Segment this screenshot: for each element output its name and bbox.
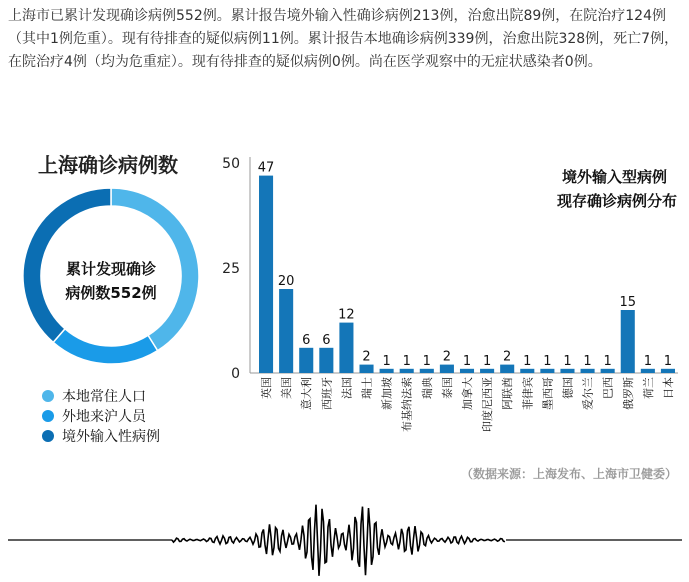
donut-center-label-line2: 病例数552例 (65, 284, 157, 302)
bar-6 (359, 365, 373, 373)
bar-8 (400, 369, 414, 373)
bar-value-label-16: 1 (563, 353, 572, 369)
x-tick-label-5: 法国 (340, 377, 354, 399)
donut-chart (23, 153, 199, 445)
bar-value-label-1: 47 (257, 160, 275, 176)
donut-slice-2 (53, 329, 157, 364)
x-tick-label-9: 瑞典 (420, 377, 434, 399)
x-tick-label-16: 德国 (561, 377, 575, 399)
x-tick-label-15: 墨西哥 (541, 377, 555, 410)
bar-11 (460, 369, 474, 373)
bar-value-label-4: 6 (322, 332, 331, 348)
legend-label-3: 境外输入性病例 (62, 429, 160, 445)
bar-20 (641, 369, 655, 373)
bar-value-label-8: 1 (402, 353, 411, 369)
bar-value-label-20: 1 (643, 353, 652, 369)
x-tick-label-19: 俄罗斯 (621, 377, 635, 410)
soundwave-path (172, 505, 505, 576)
x-tick-label-11: 加拿大 (461, 377, 474, 410)
bar-21 (661, 369, 675, 373)
bar-value-label-13: 2 (503, 349, 512, 365)
bar-19 (621, 310, 635, 373)
legend-label-1: 本地常住人口 (62, 389, 146, 405)
bar-chart-title-line1: 境外输入型病例 (561, 168, 667, 186)
bar-value-label-17: 1 (583, 353, 592, 369)
bar-value-label-9: 1 (422, 353, 431, 369)
x-tick-label-20: 荷兰 (641, 377, 655, 399)
bar-9 (420, 369, 434, 373)
x-tick-label-14: 菲律宾 (521, 377, 535, 410)
x-tick-label-8: 布基纳法索 (400, 377, 414, 432)
y-tick-label-1: 0 (231, 366, 240, 382)
bar-value-label-19: 15 (619, 295, 637, 310)
x-tick-label-13: 阿联酋 (501, 377, 515, 410)
legend-swatch-3 (42, 430, 54, 442)
x-tick-label-2: 美国 (280, 377, 294, 399)
bar-value-label-12: 1 (482, 353, 492, 369)
y-tick-label-2: 25 (222, 261, 240, 277)
bar-value-label-15: 1 (543, 353, 552, 369)
x-tick-label-21: 日本 (661, 377, 675, 399)
bar-value-label-10: 2 (442, 349, 452, 365)
bar-18 (601, 369, 615, 373)
bar-value-label-21: 1 (663, 353, 673, 369)
bar-3 (299, 348, 313, 373)
donut-title: 上海确诊病例数 (38, 153, 178, 177)
bar-value-label-3: 6 (302, 332, 311, 348)
bar-value-label-6: 2 (362, 349, 371, 365)
x-tick-label-6: 瑞士 (360, 377, 374, 399)
bar-value-label-5: 12 (338, 307, 355, 323)
bar-chart-title-line2: 现存确诊病例分布 (556, 192, 677, 210)
bar-7 (380, 369, 394, 373)
x-tick-label-10: 泰国 (440, 377, 454, 399)
bar-chart (222, 156, 678, 432)
soundwave-divider (8, 505, 682, 576)
legend-swatch-1 (42, 390, 54, 402)
source-note: （数据来源：上海发布、上海市卫健委） (460, 467, 677, 481)
bar-13 (500, 365, 514, 373)
x-tick-label-17: 爱尔兰 (581, 377, 595, 410)
bar-16 (560, 369, 574, 373)
legend-swatch-2 (42, 410, 54, 422)
bar-12 (480, 369, 494, 373)
bar-value-label-11: 1 (462, 353, 472, 369)
x-tick-label-7: 新加坡 (380, 377, 394, 410)
x-tick-label-4: 西班牙 (320, 377, 334, 410)
bar-17 (581, 369, 595, 373)
bar-value-label-2: 20 (277, 274, 295, 289)
bar-value-label-18: 1 (603, 353, 612, 369)
bar-value-label-7: 1 (382, 353, 391, 369)
bar-5 (339, 323, 353, 373)
bar-15 (540, 369, 554, 373)
donut-center-label-line1: 累计发现确诊 (65, 260, 157, 278)
x-tick-label-12: 印度尼西亚 (481, 377, 495, 432)
bar-14 (520, 369, 534, 373)
bar-2 (279, 289, 293, 373)
bar-value-label-14: 1 (523, 353, 532, 369)
intro-paragraph: 上海市已累计发现确诊病例552例。累计报告境外输入性确诊病例213例，治愈出院89例，在院治疗124例（其中1例危重）。现有待排查的疑似病例11例。累计报告本地确诊病例339例，治愈出院328例，死亡7例，在院治疗4例（均为危重症）。现有待排查的疑似病例0例。尚在医学观察中的无症状感染者0例。 (8, 8, 679, 70)
bar-10 (440, 365, 454, 373)
bar-1 (259, 176, 273, 373)
y-tick-label-3: 50 (222, 156, 240, 172)
legend-label-2: 外地来沪人员 (62, 409, 146, 425)
x-tick-label-1: 英国 (260, 377, 274, 399)
bar-4 (319, 348, 333, 373)
x-tick-label-18: 巴西 (601, 377, 615, 399)
x-tick-label-3: 意大利 (300, 377, 314, 410)
